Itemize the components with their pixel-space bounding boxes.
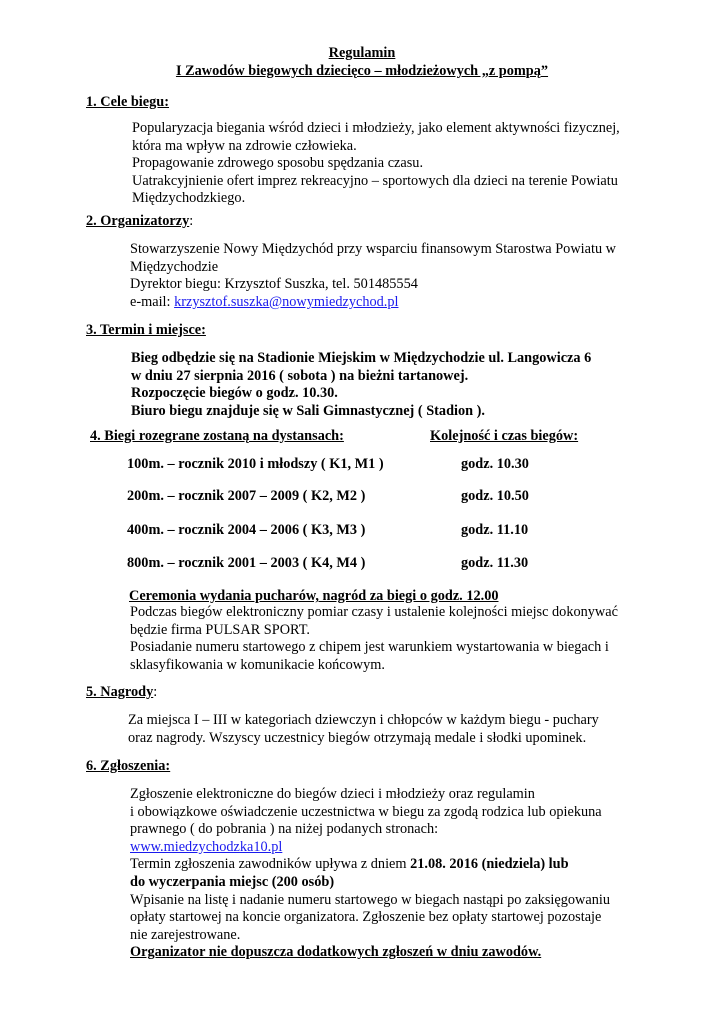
run-200m-label: 200m. – rocznik 2007 – 2009 ( K2, M2 )	[127, 488, 366, 504]
section-6-heading: 6. Zgłoszenia:	[86, 758, 171, 774]
text-line: oraz nagrody. Wszyscy uczestnicy biegów otrzymają medale i słodki upominek.	[128, 729, 587, 746]
section-1-heading: 1. Cele biegu:	[86, 94, 169, 110]
text-line: Rozpoczęcie biegów o godz. 10.30.	[131, 385, 338, 402]
text-line: Międzychodzkiego.	[132, 190, 246, 207]
run-400m-time: godz. 11.10	[461, 522, 529, 538]
section-2-heading: 2. Organizatorzy:	[86, 213, 194, 229]
text-line: Zgłoszenie elektroniczne do biegów dzieci i młodzieży oraz regulamin	[130, 786, 535, 802]
run-400m-label: 400m. – rocznik 2004 – 2006 ( K3, M3 )	[127, 522, 366, 538]
text-line: Międzychodzie	[130, 258, 219, 275]
section-3-body	[131, 350, 591, 420]
section-5-heading: 5. Nagrody:	[86, 684, 158, 700]
run-200m-time: godz. 10.50	[461, 488, 529, 504]
section-4-body	[130, 604, 618, 674]
text-line: sklasyfikowania w komunikacie końcowym.	[130, 656, 385, 673]
text-line: Propagowanie zdrowego sposobu spędzania czasu.	[132, 155, 424, 172]
text-line: która ma wpływ na zdrowie człowieka.	[132, 137, 357, 154]
deadline-line: Termin zgłoszenia zawodników upływa z dniem 21.08. 2016 (niedziela) lub	[130, 856, 569, 873]
text-line: będzie firma PULSAR SPORT.	[130, 621, 310, 638]
text-line: Popularyzacja biegania wśród dzieci i młodzieży, jako element aktywności fizycznej,	[132, 120, 620, 136]
text-line: Za miejsca I – III w kategoriach dziewczyn i chłopców w każdym biegu - puchary	[128, 712, 599, 728]
website-link[interactable]: www.miedzychodzka10.pl	[130, 838, 283, 855]
section-2-body	[130, 241, 616, 311]
deadline-line-2: do wyczerpania miejsc (200 osób)	[130, 873, 335, 890]
run-100m-time: godz. 10.30	[461, 456, 529, 472]
text-line: Bieg odbędzie się na Stadionie Miejskim w Międzychodzie ul. Langowicza 6	[131, 350, 592, 366]
director-line: Dyrektor biegu: Krzysztof Suszka, tel. 501485554	[130, 276, 418, 293]
section-6-body	[130, 786, 610, 962]
run-800m-label: 800m. – rocznik 2001 – 2003 ( K4, M4 )	[127, 555, 366, 571]
section-5-body	[128, 712, 599, 747]
text-line: Biuro biegu znajduje się w Sali Gimnastycznej ( Stadion ).	[131, 402, 486, 419]
ceremony-line: Ceremonia wydania pucharów, nagród za biegi o godz. 12.00	[129, 588, 499, 604]
text-line: Stowarzyszenie Nowy Międzychód przy wsparciu finansowym Starostwa Powiatu w	[130, 241, 616, 257]
text-line: prawnego ( do pobrania ) na niżej podanych stronach:	[130, 821, 439, 838]
text-line: nie zarejestrowane.	[130, 926, 241, 943]
text-line: Podczas biegów elektroniczny pomiar czasy i ustalenie kolejności miejsc dokonywać	[130, 604, 618, 620]
run-100m-label: 100m. – rocznik 2010 i młodszy ( K1, M1 )	[127, 456, 384, 472]
doc-subtitle: I Zawodów biegowych dziecięco – młodzieżowych „z pompą”	[175, 63, 549, 79]
section-4-heading: 4. Biegi rozegrane zostaną na dystansach: Kolejność i czas biegów:	[90, 428, 579, 444]
text-line: opłaty startowej na koncie organizatora. Zgłoszenie bez opłaty startowej pozostaje	[130, 909, 602, 926]
text-line: Wpisanie na listę i nadanie numeru startowego w biegach nastąpi po zaksięgowaniu	[130, 891, 610, 908]
text-line: i obowiązkowe oświadczenie uczestnictwa w biegu za zgodą rodzica lub opiekuna	[130, 803, 602, 820]
doc-title: Regulamin	[328, 45, 396, 61]
email-line: e-mail: krzysztof.suszka@nowymiedzychod.pl	[130, 293, 399, 310]
text-line: Posiadanie numeru startowego z chipem jest warunkiem wystartowania w biegach i	[130, 639, 609, 656]
section-3-heading: 3. Termin i miejsce:	[86, 322, 206, 338]
text-line: w dniu 27 sierpnia 2016 ( sobota ) na bieżni tartanowej.	[131, 367, 469, 384]
section-1-body	[132, 120, 620, 208]
text-line: Uatrakcyjnienie ofert imprez rekreacyjno – sportowych dla dzieci na terenie Powiatu	[132, 172, 618, 189]
email-link[interactable]: krzysztof.suszka@nowymiedzychod.pl	[174, 293, 399, 310]
run-800m-time: godz. 11.30	[461, 555, 529, 571]
final-notice: Organizator nie dopuszcza dodatkowych zgłoszeń w dniu zawodów.	[130, 944, 542, 961]
